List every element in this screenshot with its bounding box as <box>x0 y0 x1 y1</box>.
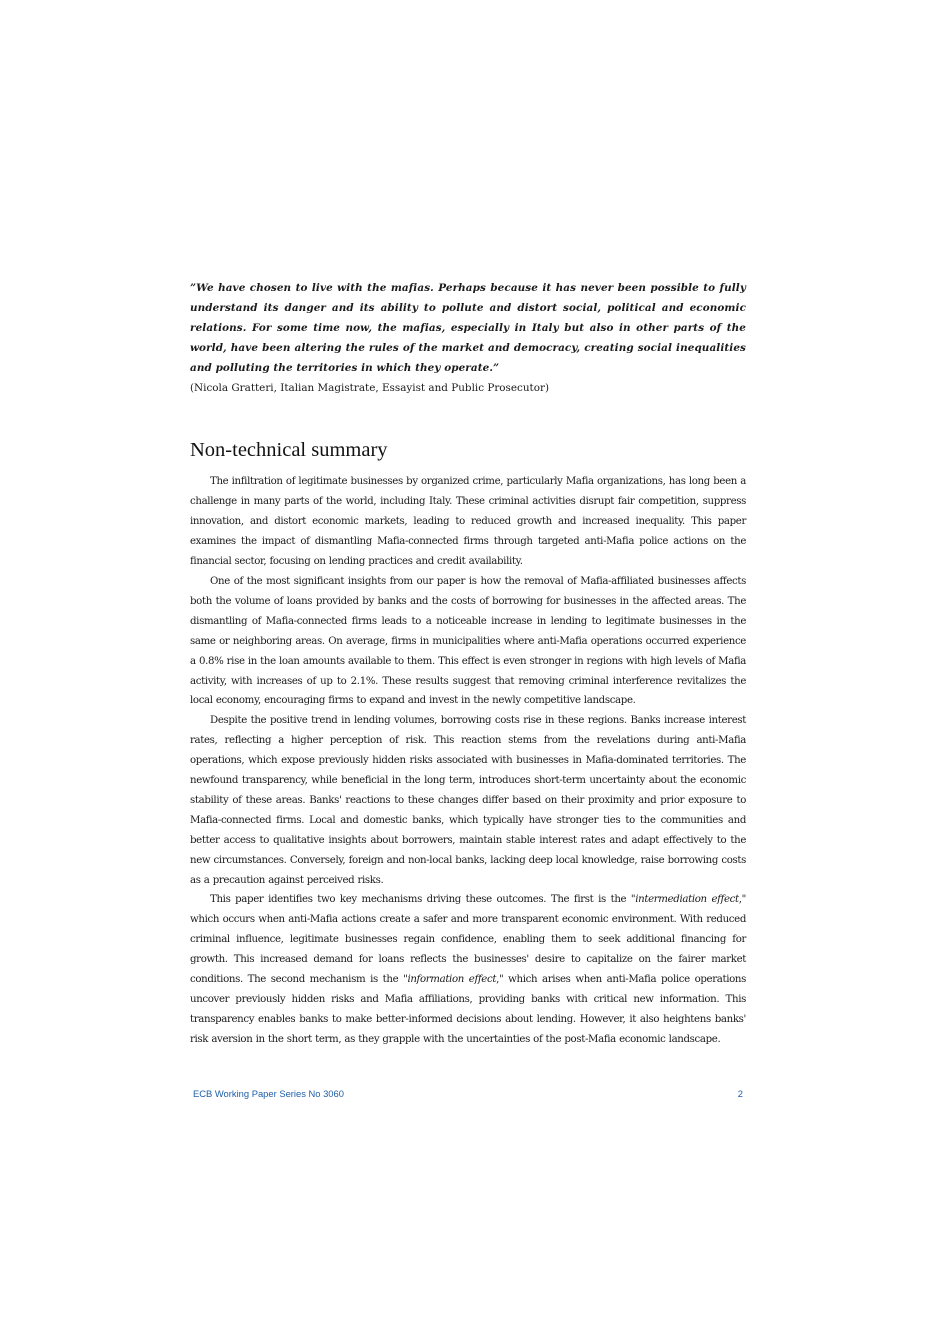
body-paragraph-4 <box>190 890 746 1049</box>
paragraph-4-part-b: ," which occurs when anti-Mafia actions create a safer and more transparent economic environment. With reduced criminal influence, legitimate businesses regain confidence, enabling them to seek additional financing for growth. This increased demand for loans reflects the businesses' desire to capitalize on the fairer market conditions. The second mechanism is the " <box>190 894 746 986</box>
term-information-effect: information effect <box>407 974 497 986</box>
term-intermediation-effect: intermediation effect <box>635 894 739 906</box>
paragraph-4-part-a: This paper identifies two key mechanisms driving these outcomes. The first is the " <box>210 894 636 906</box>
body-paragraph-2: One of the most significant insights from our paper is how the removal of Mafia-affiliated businesses affects both the volume of loans provided by banks and the costs of borrowing for businesses in the affected areas. The dismantling of Mafia-connected firms leads to a noticeable increase in lending to legitimate businesses in the same or neighboring areas. On average, firms in municipalities where anti-Mafia operations occurred experience a 0.8% rise in the loan amounts available to them. This effect is even stronger in regions with high levels of Mafia activity, with increases of up to 2.1%. These results suggest that removing criminal interference revitalizes the local economy, encouraging firms to expand and invest in the newly competitive landscape. <box>190 575 746 707</box>
section-title: Non-technical summary <box>190 439 388 462</box>
epigraph-attribution: (Nicola Gratteri, Italian Magistrate, Essayist and Public Prosecutor) <box>190 381 549 394</box>
body-paragraph-1: The infiltration of legitimate businesses by organized crime, particularly Mafia organizations, has long been a challenge in many parts of the world, including Italy. These criminal activities disrupt fair competition, suppress innovation, and distort economic markets, leading to reduced growth and increased inequality. This paper examines the impact of dismantling Mafia-connected firms through targeted anti-Mafia police actions on the financial sector, focusing on lending practices and credit availability. <box>190 476 746 568</box>
footer-page-number: 2 <box>737 1088 743 1099</box>
page-body <box>190 279 746 1050</box>
epigraph-quote: ”We have chosen to live with the mafias. Perhaps because it has never been possible to fully understand its danger and its ability to pollute and distort social, political and economic relations. For some time now, the mafias, especially in Italy but also in other parts of the world, have been altering the rules of the market and democracy, creating social inequalities and polluting the territories in which they operate.” <box>190 282 746 374</box>
body-paragraph-3: Despite the positive trend in lending volumes, borrowing costs rise in these regions. Banks increase interest rates, reflecting a higher perception of risk. This reaction stems from the revelations during anti-Mafia operations, which expose previously hidden risks associated with businesses in Mafia-dominated territories. The newfound transparency, while beneficial in the long term, introduces short-term uncertainty about the economic stability of these areas. Banks' reactions to these changes differ based on their proximity and prior exposure to Mafia-connected firms. Local and domestic banks, which typically have stronger ties to the communities and better access to qualitative insights about borrowers, maintain stable interest rates and adapt effectively to the new circumstances. Conversely, foreign and non-local banks, lacking deep local knowledge, raise borrowing costs as a precaution against perceived risks. <box>190 715 746 886</box>
footer-series-link[interactable]: ECB Working Paper Series No 3060 <box>193 1088 344 1099</box>
paragraph-4-part-c: ," which arises when anti-Mafia police operations uncover previously hidden risks and Mafia affiliations, providing banks with critical new information. This transparency enables banks to make better-informed decisions about lending. However, it also heightens banks' risk aversion in the short term, as they grapple with the uncertainties of the post-Mafia economic landscape. <box>190 974 746 1045</box>
